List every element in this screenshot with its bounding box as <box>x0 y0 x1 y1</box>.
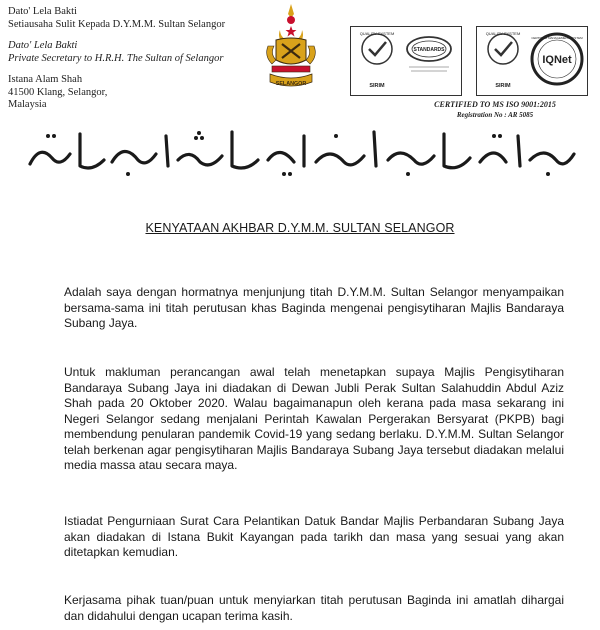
certification-panel-left <box>350 26 462 96</box>
body-paragraph-3: Istiadat Pengurniaan Surat Cara Pelantikan Datuk Bandar Majlis Perbandaran Subang Jaya akan diadakan di Istana Bukit Kayangan pada tarikh dan masa yang sesuai yang akan ditetapkan kemudian. <box>64 514 564 559</box>
sirim-left-label: SIRIM <box>369 83 385 89</box>
sender-role-malay: Setiausaha Sulit Kepada D.Y.M.M. Sultan Selangor <box>8 18 226 30</box>
badge-standards-label: STANDARDS <box>413 47 445 53</box>
sirim-right-label: SIRIM <box>495 83 511 89</box>
press-statement-title: KENYATAAN AKHBAR D.Y.M.M. SULTAN SELANGOR <box>145 221 455 235</box>
iqnet-ring-text: CERTIFIED MANAGEMENT SYSTEM <box>531 36 583 40</box>
jawi-heading-text <box>32 126 572 174</box>
registration-number: Registration No : AR 5085 <box>456 111 534 119</box>
iqnet-label: IQNet <box>542 54 572 66</box>
certification-panel-right <box>476 26 588 96</box>
address-palace: Istana Alam Shah <box>8 74 83 85</box>
iqnet-logos <box>477 27 587 95</box>
badge-quality-label-right: QUALITY SYSTEM <box>485 31 521 36</box>
sender-title-malay: Dato' Lela Bakti <box>8 6 77 17</box>
iso-certification-text: CERTIFIED TO MS ISO 9001:2015 <box>434 100 556 109</box>
body-paragraph-2: Untuk makluman perancangan awal telah menetapkan supaya Majlis Pengisytiharan Bandaraya Subang Jaya ini diadakan di Dewan Jubli Perak Sultan Salahuddin Abdul Aziz Shah pada 20 Oktober 2020. Walau bagaimanapun oleh kerana pada masa sekarang ini Negeri Selangor sedang menjalani Perintah Kawalan Pergerakan Bersyarat (PKPB) bagi membendung penularan pandemik Covid-19 yang sedang berlaku. D.Y.M.M. Sultan Selangor telah berkenan agar pengisytiharan Majlis Bandaraya Subang Jaya tersebut diadakan melalui media massa atau secara maya. <box>64 365 564 472</box>
body-paragraph-4: Kerjasama pihak tuan/puan untuk menyiarkan titah perutusan Baginda ini amatlah dihargai dan didahului dengan ucapan terima kasih. <box>64 593 564 623</box>
letterhead-address <box>8 6 258 112</box>
crest-label: SELANGOR <box>275 81 307 87</box>
badge-quality-label: QUALITY SYSTEM <box>359 31 395 36</box>
selangor-crest-icon <box>262 2 320 98</box>
sender-title-english: Dato' Lela Bakti <box>8 40 78 51</box>
body-paragraph-1: Adalah saya dengan hormatnya menjunjung titah D.Y.M.M. Sultan Selangor menyampaikan bersama-sama ini titah perutusan khas Baginda mengenai pengisytiharan Majlis Bandaraya Subang Jaya. <box>64 285 564 330</box>
quality-system-logos <box>351 27 461 95</box>
address-country: Malaysia <box>8 99 47 110</box>
address-city: 41500 Klang, Selangor, <box>8 86 108 98</box>
sender-role-english: Private Secretary to H.R.H. The Sultan of Selangor <box>8 52 224 64</box>
